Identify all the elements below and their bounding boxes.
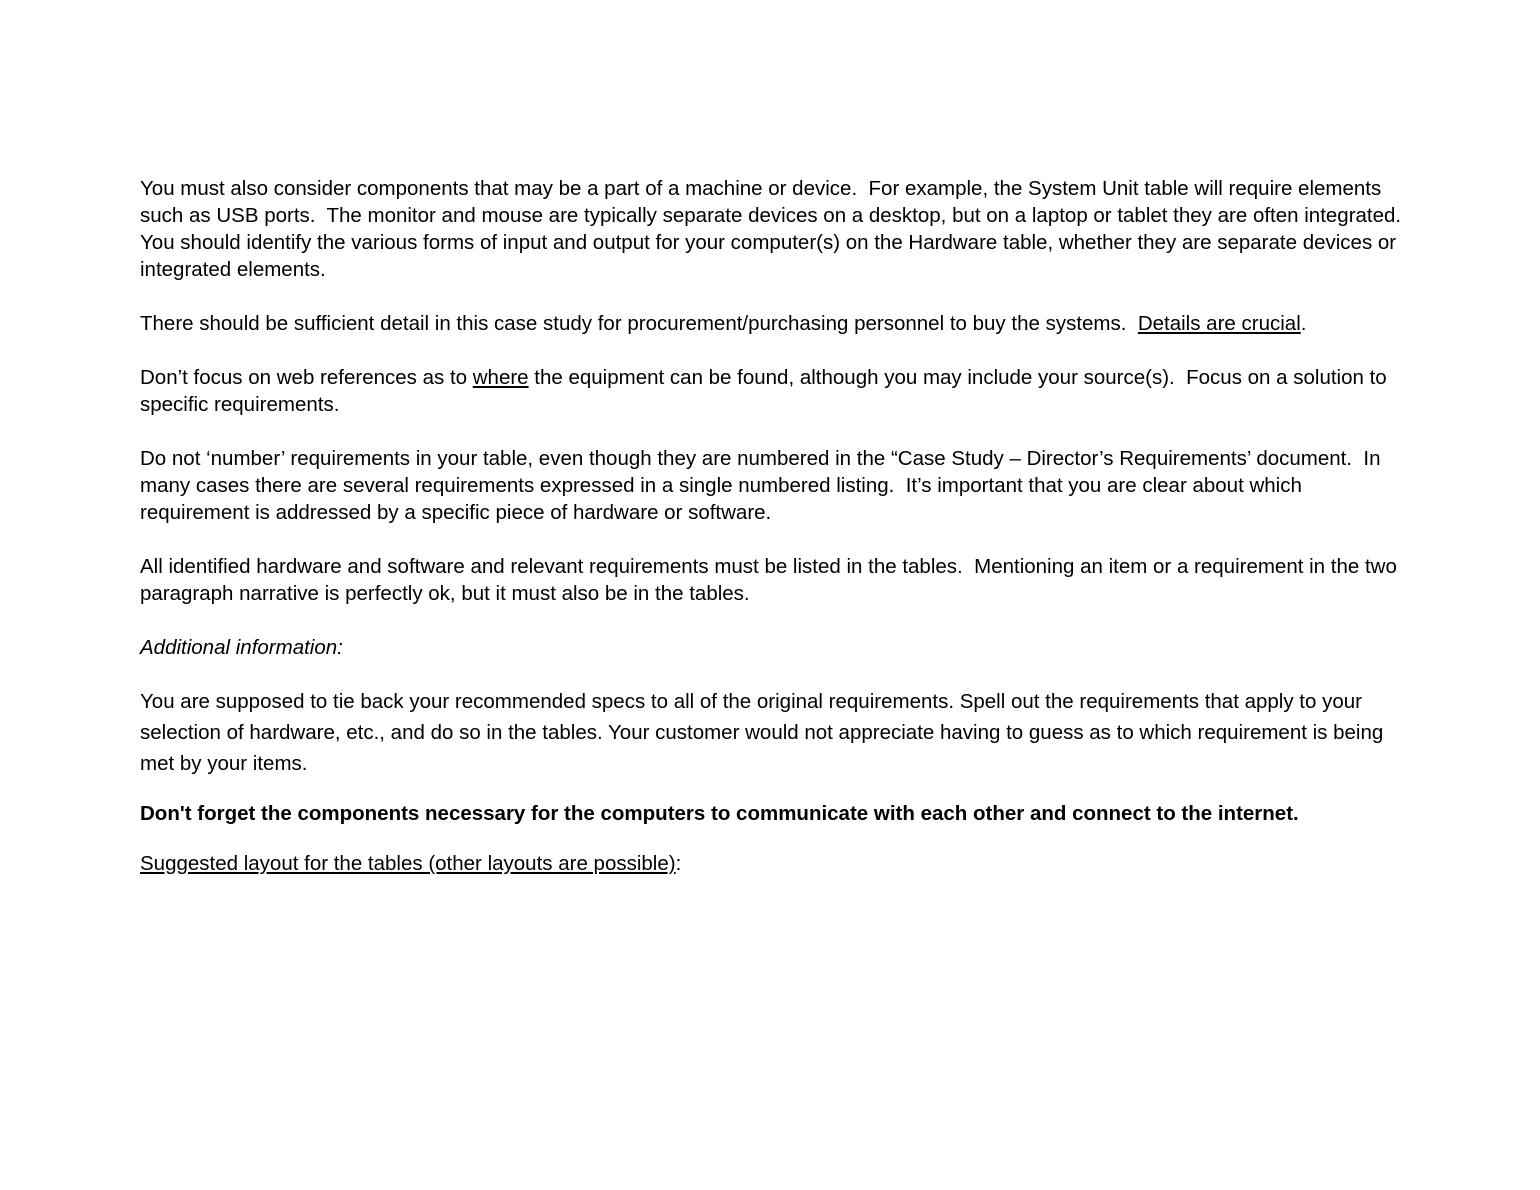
web-ref-before: Don’t focus on web references as to [140,366,473,389]
additional-info-heading: Additional information: [140,636,343,659]
suggested-layout-line [140,848,1402,879]
where-underlined: where [472,366,529,389]
document-body [140,175,1413,879]
suggested-layout-end: : [675,852,682,875]
details-crucial-underlined: Details are crucial [1137,312,1301,335]
bold-communication-note: Don't forget the components necessary for the computers to communicate with each other and connect to the internet. [140,802,1299,825]
paragraph-web-references [140,364,1402,418]
suggested-layout-underlined: Suggested layout for the tables (other layouts are possible) [140,852,676,875]
paragraph-components: You must also consider components that may be a part of a machine or device. For example, the System Unit table will require elements such as USB ports. The monitor and mouse are typically separate devices on a desktop, but on a laptop or tablet they are often integrated. You should identify the various forms of input and output for your computer(s) on the Hardware table, whether they are separate devices or integrated elements. [140,177,1413,281]
web-ref-after: the equipment can be found, although you may include your source(s). Focus on a solution to specific requirements. [140,366,1393,416]
paragraph-tie-back: You are supposed to tie back your recommended specs to all of the original requirements. Spell out the requirements that apply to your selection of hardware, etc., and do so in the tables. Your customer would not appreciate having to guess as to which requirement is being met by your items. [140,690,1389,775]
detail-end: . [1300,312,1307,335]
paragraph-listing: All identified hardware and software and relevant requirements must be listed in the tables. Mentioning an item or a requirement in the two paragraph narrative is perfectly ok, but it must also be in the tables. [140,555,1403,605]
detail-text: There should be sufficient detail in this case study for procurement/purchasing personnel to buy the systems. [140,312,1138,335]
paragraph-detail [140,310,1402,337]
paragraph-numbering: Do not ‘number’ requirements in your table, even though they are numbered in the “Case Study – Director’s Requirements’ document. In many cases there are several requirements expressed in a single numbered listing. It’s important that you are clear about which requirement is addressed by a specific piece of hardware or software. [140,447,1387,524]
